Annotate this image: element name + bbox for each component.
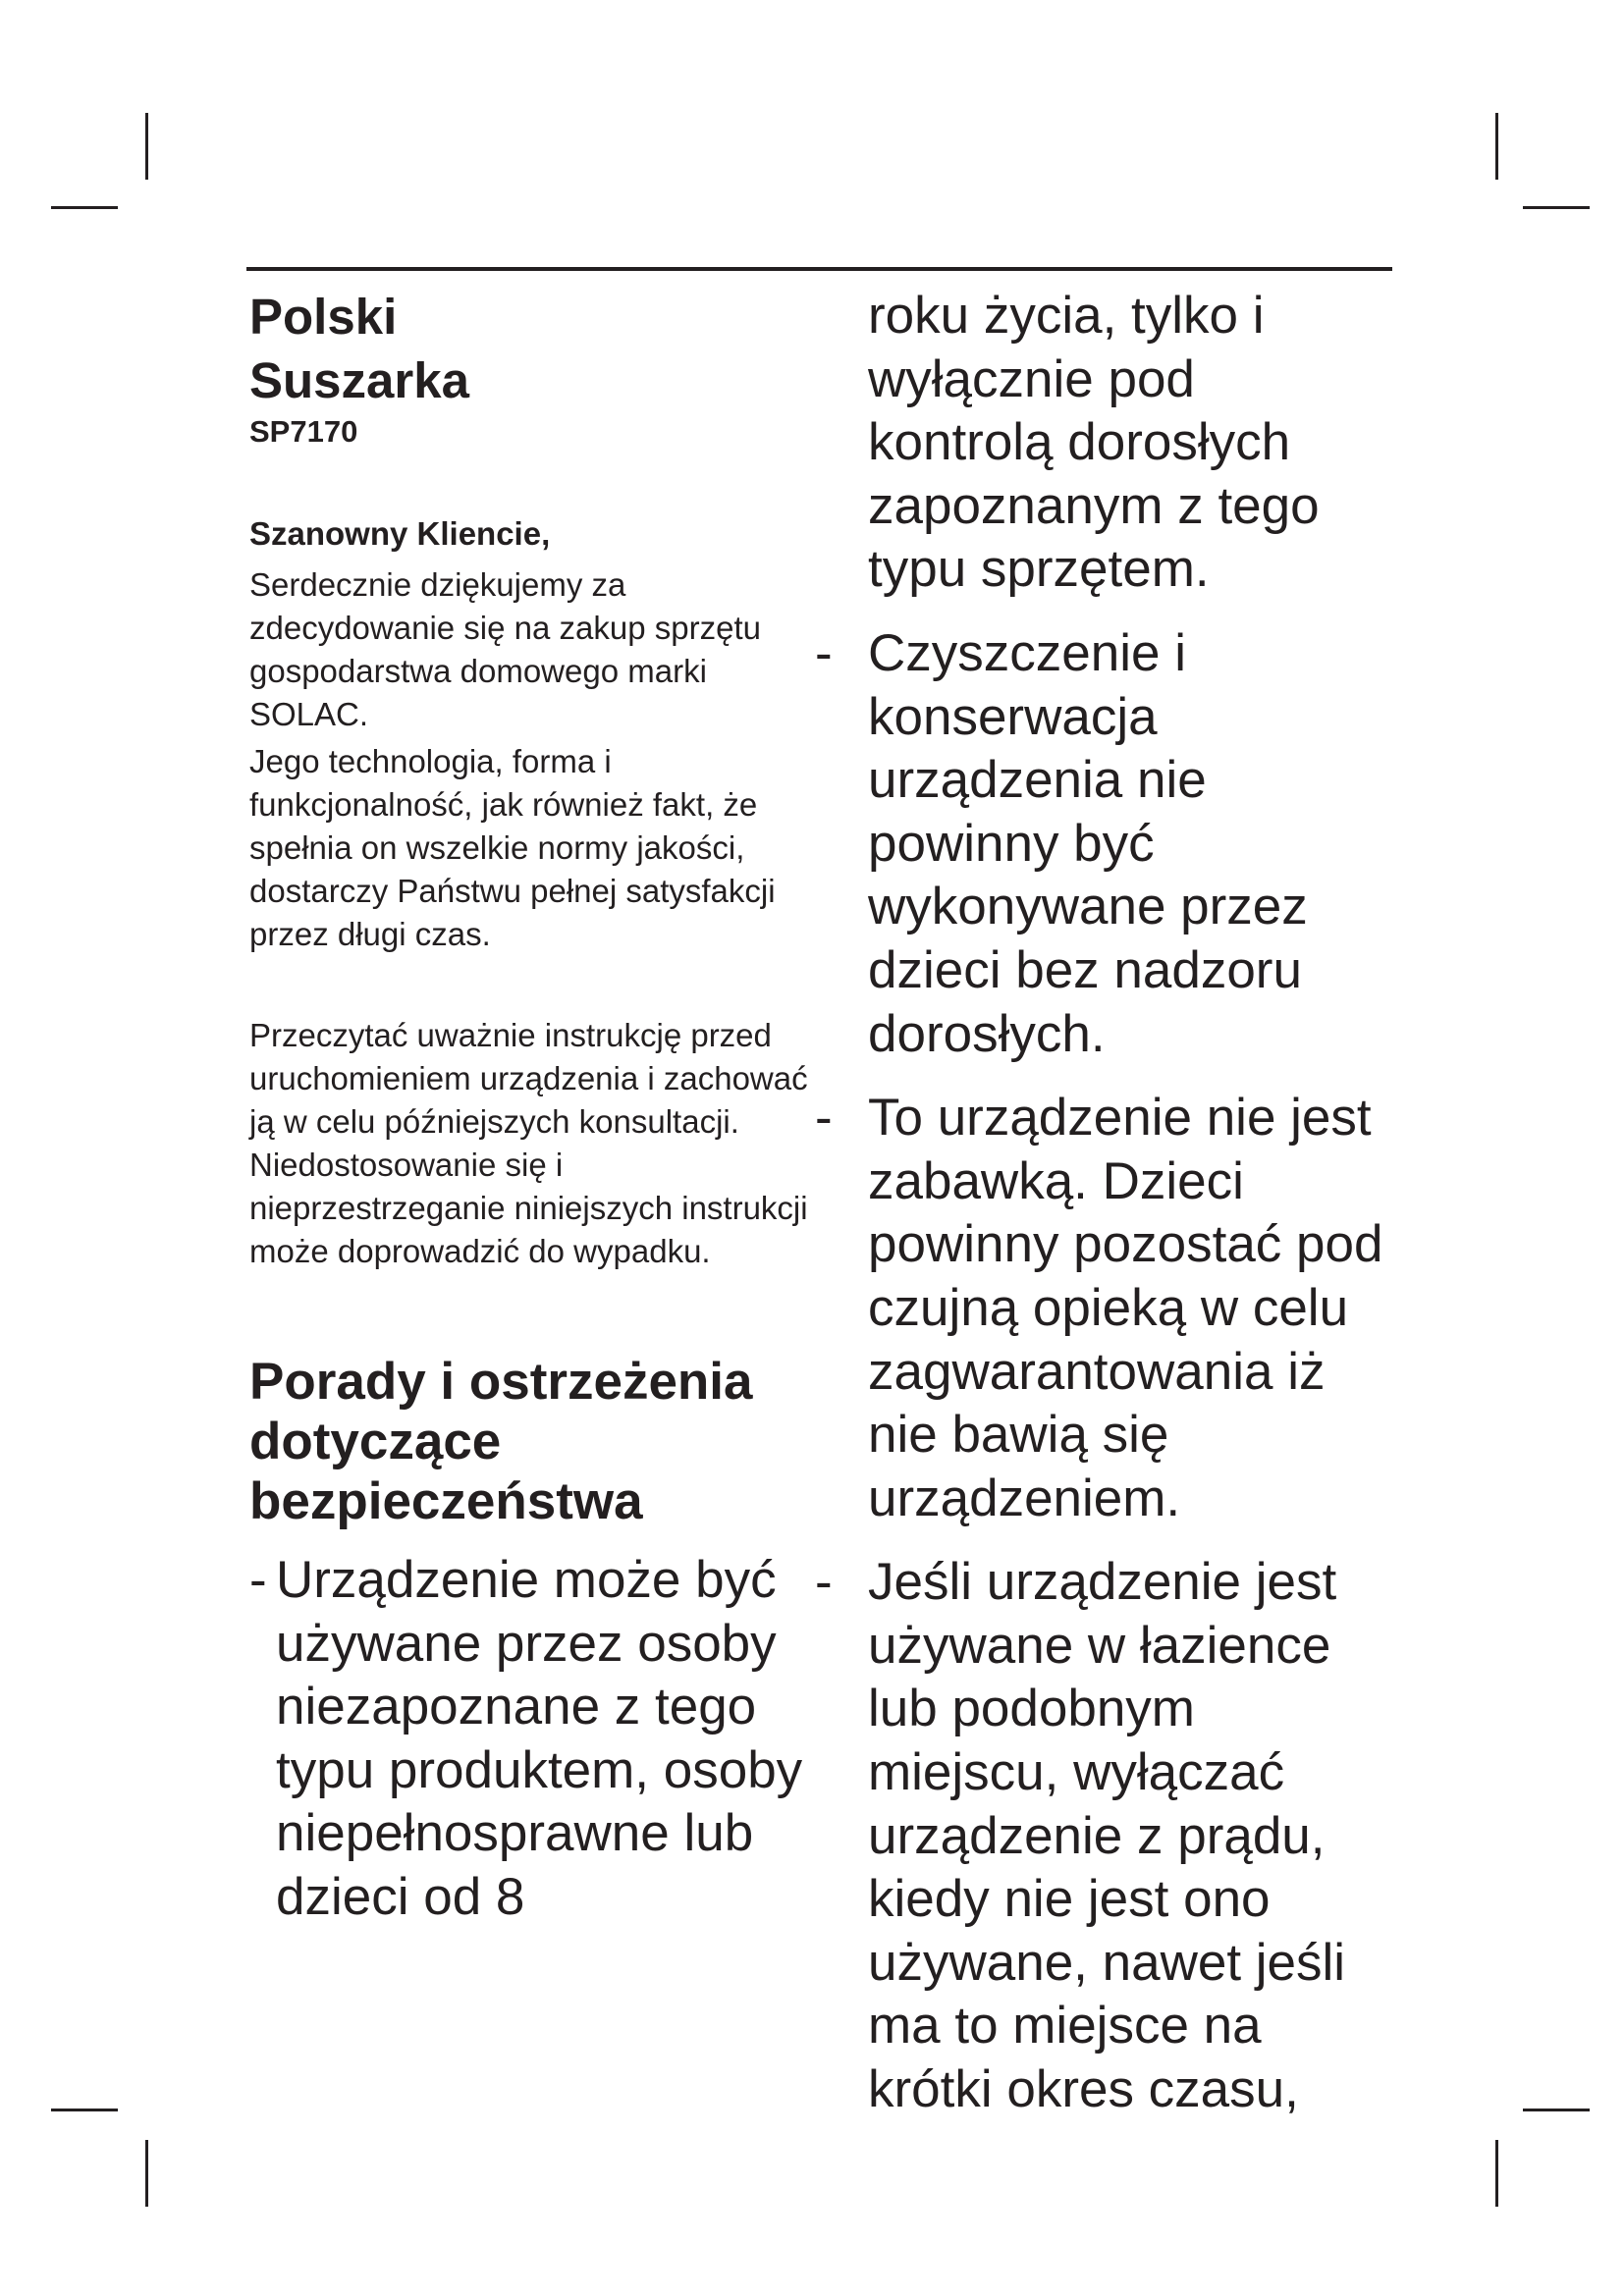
model-number: SP7170 <box>249 414 358 449</box>
safety-item <box>815 1087 1391 1530</box>
crop-mark-bottom-left <box>145 2140 148 2207</box>
safety-item-continuation: roku życia, tylko i wyłącznie pod kontrolą dorosłych zapoznanym z tego typu sprzętem. <box>868 287 1320 599</box>
crop-mark-bottom-right <box>1495 2140 1498 2207</box>
crop-mark-top-left <box>145 113 148 180</box>
intro-paragraph-2: Jego technologia, forma i funkcjonalność, jak również fakt, że spełnia on wszelkie normy jakości, dostarczy Państwu pełnej satysfakcji przez długi czas. <box>249 743 776 952</box>
read-instructions-warning: Przeczytać uważnie instrukcję przed uruchomieniem urządzenia i zachować ją w celu późniejszych konsultacji. Niedostosowanie się i nieprzestrzeganie niniejszych instrukcji może doprowadzić do wypadku. <box>249 1017 808 1269</box>
safety-item-text: Czyszczenie i konserwacja urządzenia nie powinny być wykonywane przez dzieci bez nadzoru dorosłych. <box>868 623 1308 1063</box>
right-column <box>815 285 1391 2143</box>
safety-item-text: To urządzenie nie jest zabawką. Dzieci powinny pozostać pod czujną opieką w celu zagwarantowania iż nie bawią się urządzeniem. <box>868 1089 1383 1527</box>
list-dash: - <box>249 1551 267 1609</box>
safety-item <box>815 622 1391 1066</box>
intro-paragraph-1: Serdecznie dziękujemy za zdecydowanie się na zakup sprzętu gospodarstwa domowego marki SOLAC. <box>249 566 761 732</box>
safety-heading: Porady i ostrzeżenia dotyczące bezpieczeństwa <box>249 1353 753 1530</box>
safety-item-text: Jeśli urządzenie jest używane w łazience lub podobnym miejscu, wyłączać urządzenie z prądu, kiedy nie jest ono używane, nawet jeśli ma to miejsce na krótki okres czasu, <box>868 1553 1346 2119</box>
safety-list-left <box>249 1549 809 1930</box>
safety-item <box>249 1549 809 1930</box>
safety-item <box>815 1551 1391 2121</box>
crop-mark-bottom-left-h <box>51 2109 118 2111</box>
list-dash: - <box>815 1553 833 1612</box>
crop-mark-top-left-h <box>51 206 118 209</box>
product-title: Suszarka <box>249 352 469 408</box>
list-dash: - <box>815 623 833 682</box>
list-dash: - <box>815 1089 833 1148</box>
safety-item-text: Urządzenie może być używane przez osoby niezapoznane z tego typu produktem, osoby niepełnosprawne lub dzieci od 8 <box>276 1551 803 1926</box>
crop-mark-top-right-h <box>1523 206 1590 209</box>
left-column <box>249 285 809 1950</box>
language-title: Polski <box>249 289 398 345</box>
greeting: Szanowny Kliencie, <box>249 515 551 552</box>
header-rule <box>246 267 1392 271</box>
crop-mark-bottom-right-h <box>1523 2109 1590 2111</box>
crop-mark-top-right <box>1495 113 1498 180</box>
